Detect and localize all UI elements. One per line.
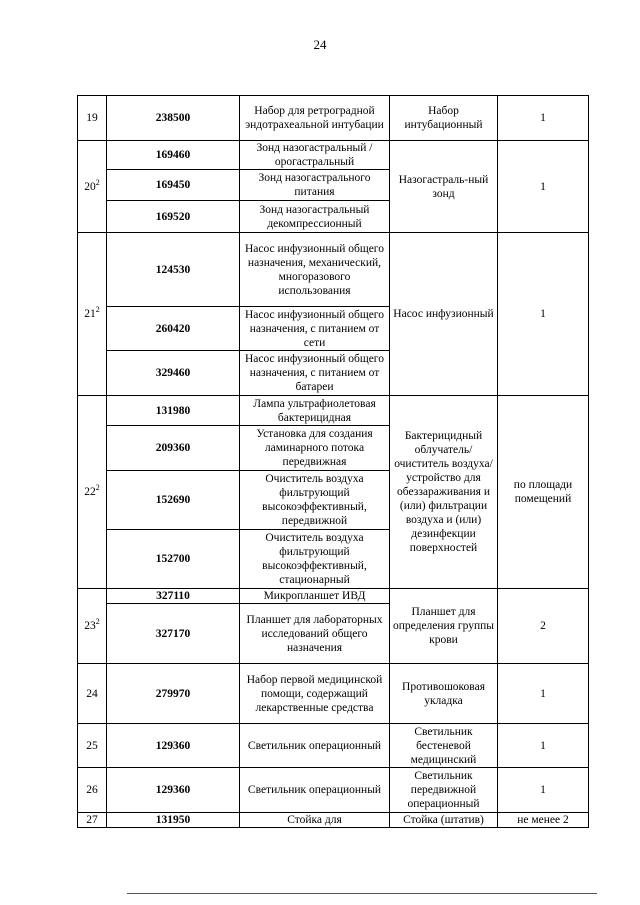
type-cell: Бактерицидный облучатель/ очиститель воздуха/ устройство для обеззараживания и (или) фильтрации воздуха и (или) дезинфекции поверхностей [390,396,498,589]
code-cell: 169520 [107,201,240,233]
name-cell: Светильник операционный [240,768,390,813]
row-number: $22^2$ [78,396,107,589]
type-cell: Противошоковая укладка [390,664,498,724]
name-cell: Микропланшет ИВД [240,589,390,604]
code-cell: 169450 [107,170,240,201]
qty-cell: 1 [498,724,589,768]
table-row [78,664,589,724]
name-cell: Лампа ультрафиолетовая бактерицидная [240,396,390,426]
code-cell: 124530 [107,233,240,307]
type-cell: Стойка (штатив) [390,813,498,828]
page-number: 24 [313,37,327,52]
page-bottom-rule [127,893,597,894]
code-cell: 131980 [107,396,240,426]
name-cell: Стойка для [240,813,390,828]
table-row [78,396,589,426]
row-number: $21^2$ [78,233,107,396]
type-cell: Планшет для определения группы крови [390,589,498,664]
code-cell: 238500 [107,96,240,141]
code-cell: 131950 [107,813,240,828]
row-number: 26 [78,768,107,813]
name-cell: Насос инфузионный общего назначения, механический, многоразового использования [240,233,390,307]
qty-cell: 1 [498,96,589,141]
table-row [78,233,589,307]
code-cell: 152690 [107,471,240,530]
qty-cell: 1 [498,233,589,396]
name-cell: Набор первой медицинской помощи, содержащий лекарственные средства [240,664,390,724]
name-cell: Очиститель воздуха фильтрующий высокоэффективный, стационарный [240,530,390,589]
row-number: $23^2$ [78,589,107,664]
code-cell: 209360 [107,426,240,471]
qty-cell: 1 [498,768,589,813]
table-row [78,589,589,604]
name-cell: Насос инфузионный общего назначения, с питанием от батареи [240,351,390,396]
name-cell: Зонд назогастрального питания [240,170,390,201]
qty-cell: 1 [498,141,589,233]
name-cell: Насос инфузионный общего назначения, с питанием от сети [240,307,390,351]
table-row [78,724,589,768]
name-cell: Очиститель воздуха фильтрующий высокоэффективный, передвижной [240,471,390,530]
qty-cell: по площади помещений [498,396,589,589]
table-row [78,768,589,813]
code-cell: 152700 [107,530,240,589]
row-number: 24 [78,664,107,724]
table-row [78,96,589,141]
row-number: 27 [78,813,107,828]
code-cell: 329460 [107,351,240,396]
type-cell: Светильник передвижной операционный [390,768,498,813]
qty-cell: 1 [498,664,589,724]
code-cell: 327110 [107,589,240,604]
name-cell: Зонд назогастральный /орогастральный [240,141,390,170]
code-cell: 260420 [107,307,240,351]
qty-cell: не менее 2 [498,813,589,828]
type-cell: Светильник бестеневой медицинский [390,724,498,768]
name-cell: Установка для создания ламинарного потока передвижная [240,426,390,471]
name-cell: Набор для ретроградной эндотрахеальной интубации [240,96,390,141]
code-cell: 129360 [107,724,240,768]
type-cell: Насос инфузионный [390,233,498,396]
row-number: 25 [78,724,107,768]
qty-cell: 2 [498,589,589,664]
code-cell: 169460 [107,141,240,170]
table-row [78,813,589,828]
table-row [78,141,589,170]
name-cell: Зонд назогастральный декомпрессионный [240,201,390,233]
name-cell: Планшет для лабораторных исследований общего назначения [240,604,390,664]
name-cell: Светильник операционный [240,724,390,768]
type-cell: Набор интубационный [390,96,498,141]
equipment-table [77,95,589,828]
row-number: 19 [78,96,107,141]
code-cell: 129360 [107,768,240,813]
type-cell: Назогастраль-ный зонд [390,141,498,233]
code-cell: 279970 [107,664,240,724]
code-cell: 327170 [107,604,240,664]
row-number: $20^2$ [78,141,107,233]
